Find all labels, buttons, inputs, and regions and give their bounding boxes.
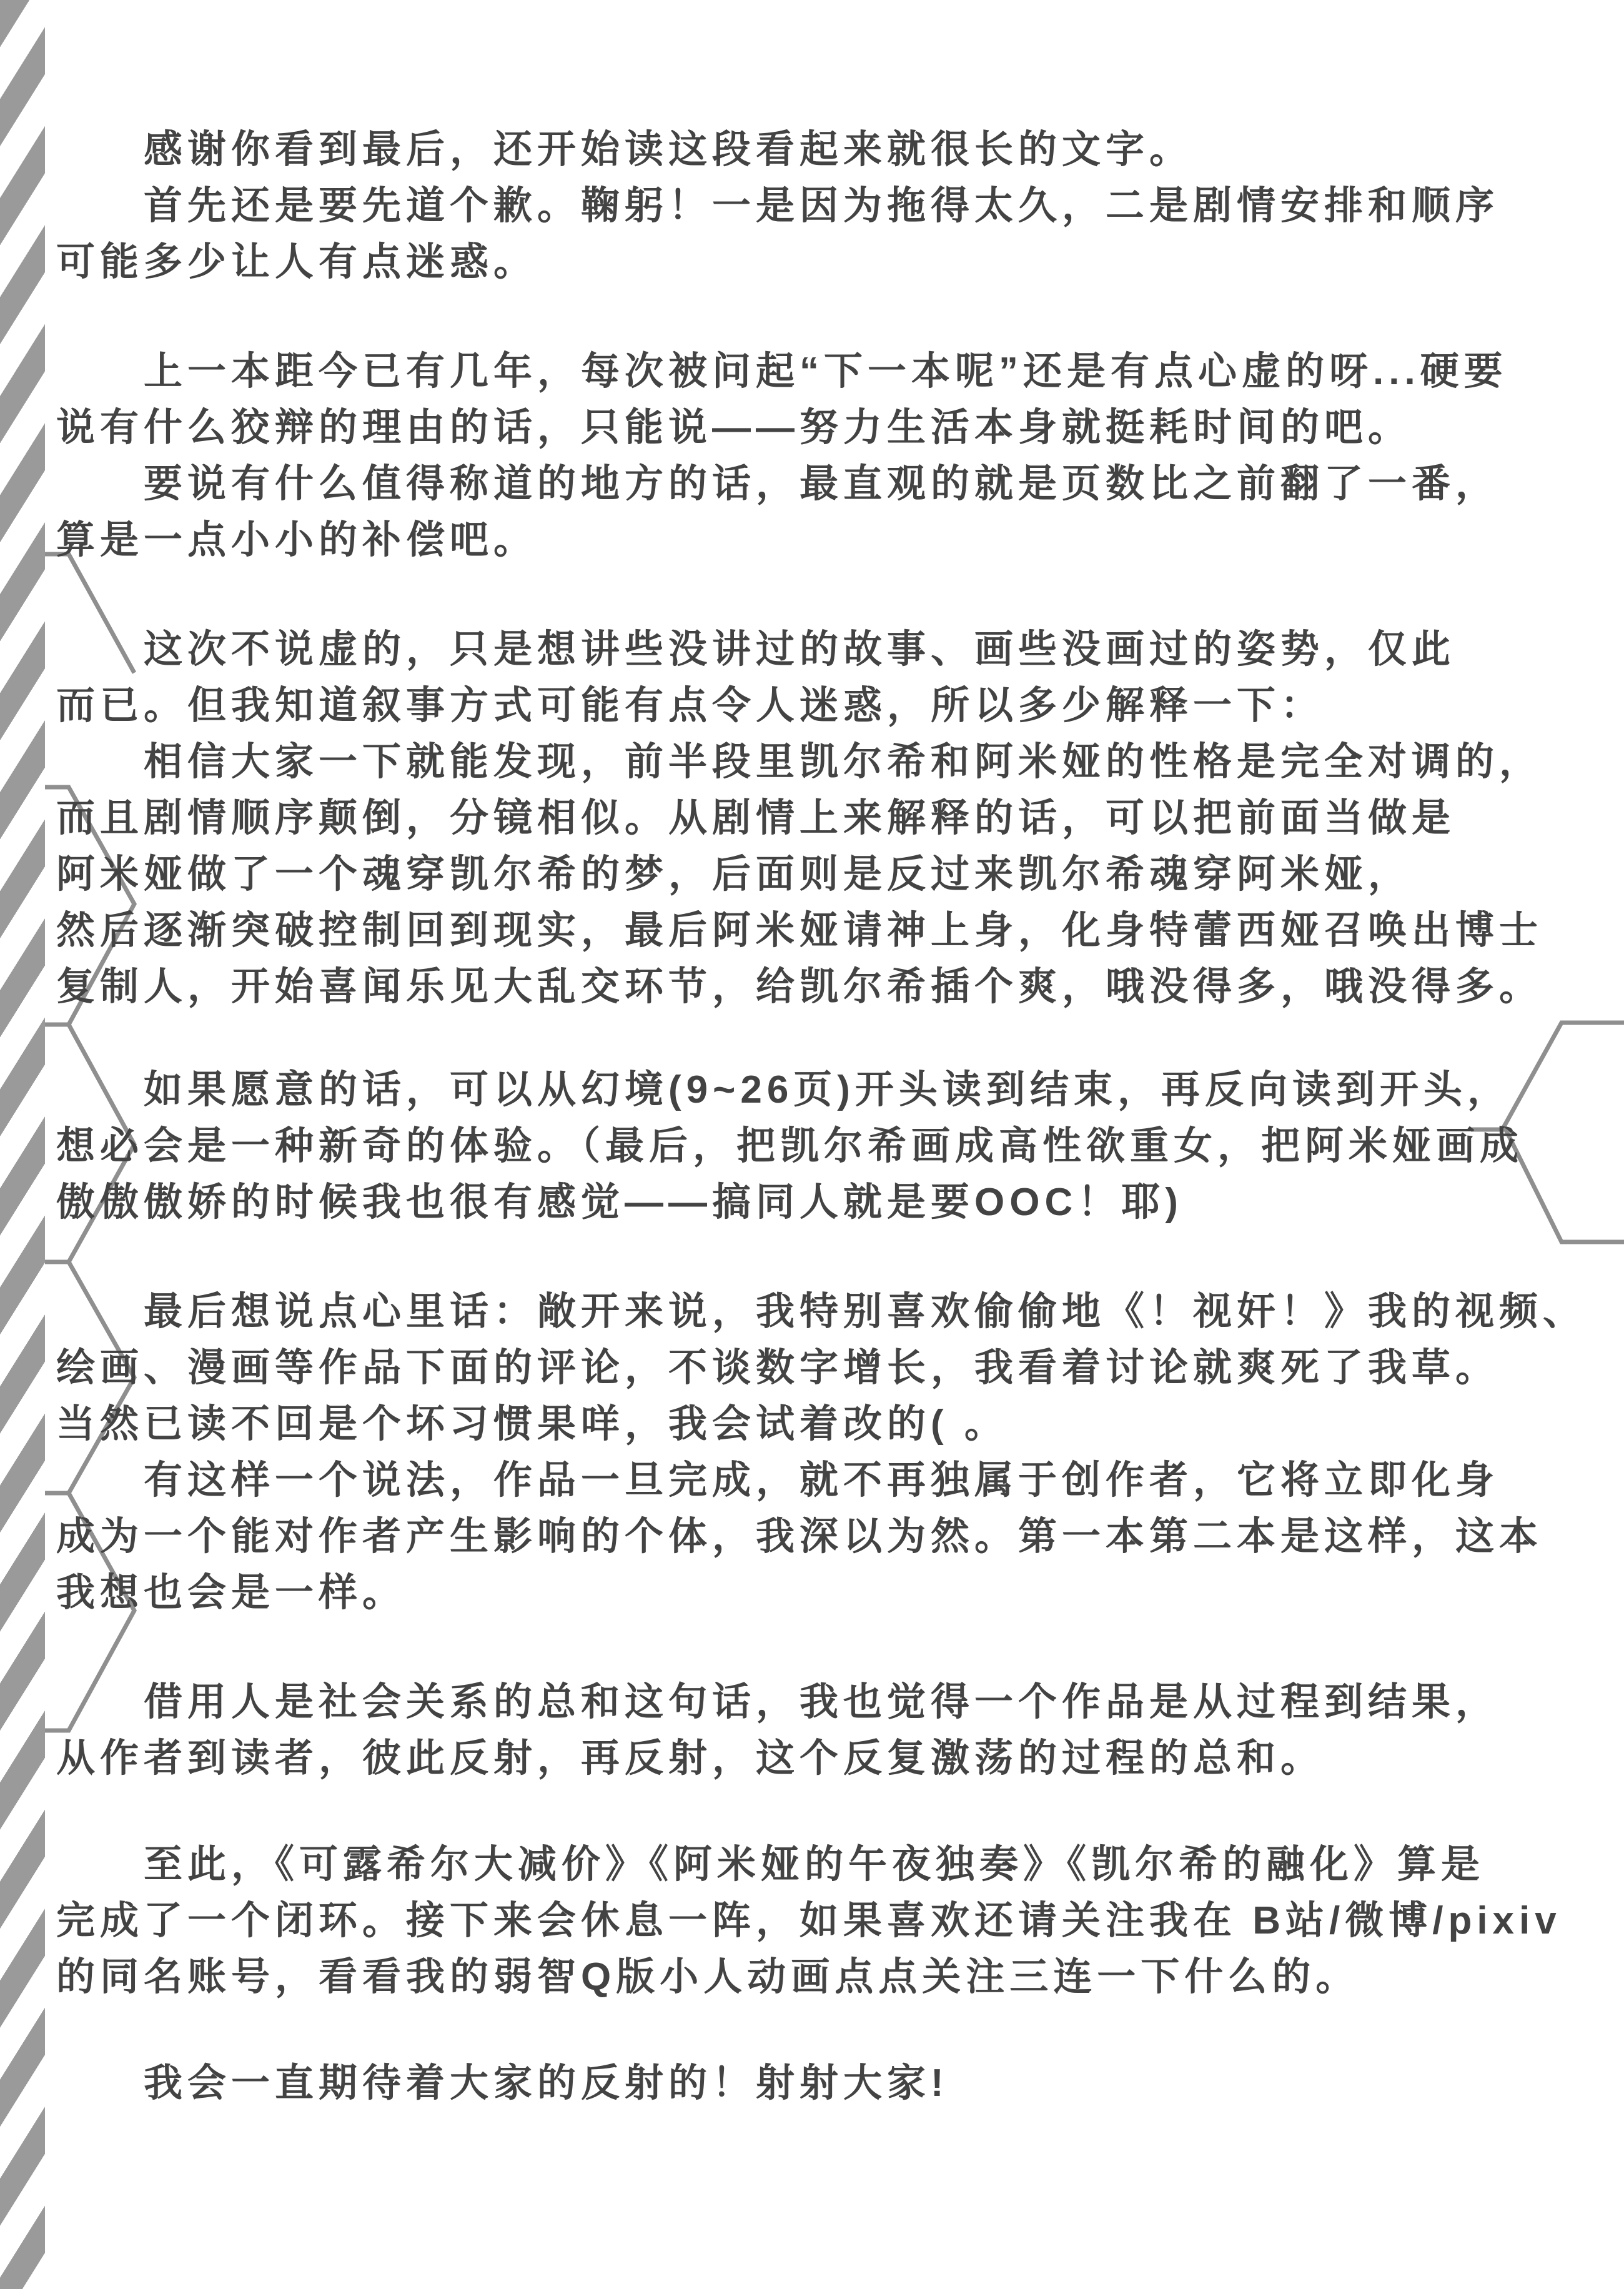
text-line: 想必会是一种新奇的体验。（最后，把凯尔希画成高性欲重女，把阿米娅画成 <box>56 1125 1524 1168</box>
paragraph-block <box>56 122 1593 290</box>
paragraph-block <box>56 1284 1593 1621</box>
text-line: 绘画、漫画等作品下面的评论，不谈数字增长，我看着讨论就爽死了我草。 <box>56 1346 1500 1389</box>
text-line: 我想也会是一样。 <box>56 1571 407 1614</box>
paragraph-block <box>56 2055 1593 2112</box>
text-line: 要说有什么值得称道的地方的话，最直观的就是页数比之前翻了一番， <box>144 462 1500 505</box>
text-line: 感谢你看到最后，还开始读这段看起来就很长的文字。 <box>144 128 1194 171</box>
diagonal-stripe-border <box>0 0 45 2289</box>
text-line: 复制人，开始喜闻乐见大乱交环节，给凯尔希插个爽，哦没得多，哦没得多。 <box>56 965 1543 1008</box>
text-line: 成为一个能对作者产生影响的个体，我深以为然。第一本第二本是这样，这本 <box>56 1515 1543 1558</box>
text-line: 说有什么狡辩的理由的话，只能说——努力生活本身就挺耗时间的吧。 <box>56 406 1412 449</box>
text-line: 如果愿意的话，可以从幻境(9~26页)开头读到结束，再反向读到开头， <box>144 1068 1511 1111</box>
text-line: 相信大家一下就能发现，前半段里凯尔希和阿米娅的性格是完全对调的， <box>144 740 1543 783</box>
text-line: 最后想说点心里话：敞开来说，我特别喜欢偷偷地《！视奸！》我的视频、 <box>144 1290 1587 1333</box>
text-line: 当然已读不回是个坏习惯果咩，我会试着改的( 。 <box>56 1403 1008 1446</box>
text-line: 上一本距今已有几年，每次被问起“下一本呢”还是有点心虚的呀...硬要 <box>144 350 1508 393</box>
text-line: 阿米娅做了一个魂穿凯尔希的梦，后面则是反过来凯尔希魂穿阿米娅， <box>56 853 1412 896</box>
text-line: 我会一直期待着大家的反射的！射射大家! <box>144 2062 949 2105</box>
text-line: 至此，《可露希尔大减价》《阿米娅的午夜独奏》《凯尔希的融化》算是 <box>144 1843 1485 1886</box>
paragraph-block <box>56 1837 1593 2005</box>
text-line: 可能多少让人有点迷惑。 <box>56 241 538 284</box>
text-line: 首先还是要先道个歉。鞠躬！一是因为拖得太久，二是剧情安排和顺序 <box>144 184 1500 227</box>
text-line: 算是一点小小的补偿吧。 <box>56 519 538 562</box>
text-line: 而且剧情顺序颠倒，分镜相似。从剧情上来解释的话，可以把前面当做是 <box>56 797 1456 840</box>
text-line: 有这样一个说法，作品一旦完成，就不再独属于创作者，它将立即化身 <box>144 1459 1500 1502</box>
text-line: 傲傲傲娇的时候我也很有感觉——搞同人就是要OOC！耶) <box>56 1181 1183 1224</box>
text-line: 借用人是社会关系的总和这句话，我也觉得一个作品是从过程到结果， <box>144 1681 1500 1724</box>
paragraph-block <box>56 344 1593 569</box>
paragraph-block <box>56 1674 1593 1787</box>
text-line: 然后逐渐突破控制回到现实，最后阿米娅请神上身，化身特蕾西娅召唤出博士 <box>56 909 1543 952</box>
text-line: 而已。但我知道叙事方式可能有点令人迷惑，所以多少解释一下： <box>56 684 1325 727</box>
paragraph-block <box>56 622 1593 1015</box>
text-line: 的同名账号，看看我的弱智Q版小人动画点点关注三连一下什么的。 <box>56 1955 1360 1999</box>
afterword-text <box>56 0 1593 2289</box>
text-line: 从作者到读者，彼此反射，再反射，这个反复激荡的过程的总和。 <box>56 1737 1325 1780</box>
paragraph-block <box>56 1062 1593 1231</box>
text-line: 这次不说虚的，只是想讲些没讲过的故事、画些没画过的姿势，仅此 <box>144 628 1456 671</box>
text-line: 完成了一个闭环。接下来会休息一阵，如果喜欢还请关注我在 B站/微博/pixiv <box>56 1899 1562 1942</box>
